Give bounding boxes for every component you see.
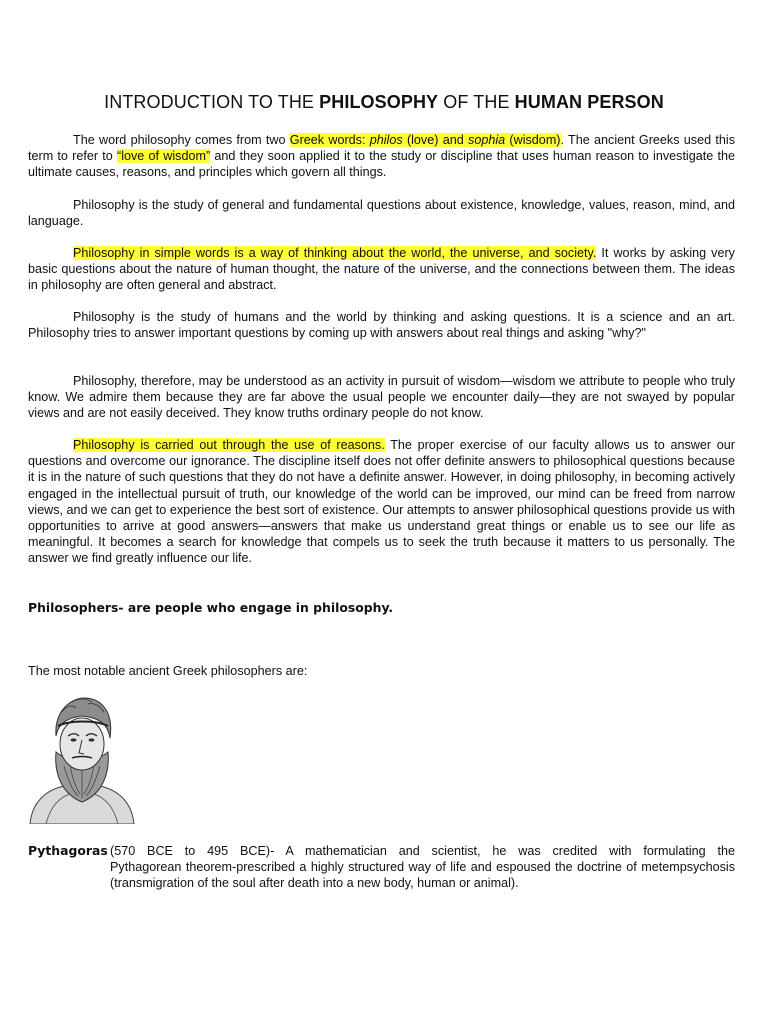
paragraph-science-art: Philosophy is the study of humans and the world by thinking and asking questions. It is a science and an art. Philosophy tries to answer important questions by coming up with answers about real things and asking "why?" bbox=[28, 310, 735, 341]
pythagoras-name: Pythagoras bbox=[28, 843, 108, 858]
text: The word philosophy comes from two bbox=[73, 133, 290, 147]
text: and they soon applied it to the study or discipline that uses human reason to investigate the ultimate causes, reasons, and principles which govern all things. bbox=[28, 149, 735, 180]
title-part-2: PHILOSOPHY bbox=[319, 92, 439, 112]
title-part-1: INTRODUCTION TO THE bbox=[104, 92, 320, 112]
title-part-3: OF THE bbox=[438, 92, 515, 112]
highlight: Philosophy is carried out through the use of reasons. bbox=[73, 438, 385, 452]
pythagoras-description: Pythagorean theorem-prescribed a highly structured way of life and espoused the doctrine of metempsychosis (transmigration of the soul after death into a new body, human or animal). bbox=[110, 860, 735, 891]
pythagoras-portrait bbox=[26, 690, 138, 824]
text: It works by asking very basic questions about the nature of human thought, the nature of the universe, and the connections between them. The ideas in philosophy are often general and abstract. bbox=[28, 246, 735, 293]
highlight: Philosophy in simple words is a way of thinking about the world, the universe, and society. bbox=[73, 246, 597, 260]
highlight: “love of wisdom” bbox=[117, 149, 211, 164]
highlight: Greek words: bbox=[289, 133, 370, 147]
document-title bbox=[0, 92, 768, 113]
paragraph-wisdom: Philosophy, therefore, may be understood as an activity in pursuit of wisdom—wisdom we attribute to people who truly know. We admire them because they are far above the usual people we encounter daily—they are not swayed by popular views and are not easily deceived. They know truths ordinary people do not know. bbox=[28, 374, 735, 421]
highlight: philos bbox=[369, 133, 403, 147]
paragraph-simple-words bbox=[28, 245, 735, 294]
definition-term: Philosophers bbox=[28, 600, 119, 615]
philosophers-definition bbox=[28, 600, 393, 615]
paragraph-etymology bbox=[28, 132, 735, 181]
pythagoras-entry bbox=[28, 843, 735, 892]
pythagoras-first-line bbox=[28, 843, 735, 859]
highlight: (love) and bbox=[402, 133, 469, 147]
highlight: sophia bbox=[468, 133, 506, 147]
paragraph-reasons bbox=[28, 437, 735, 567]
notable-philosophers-intro: The most notable ancient Greek philosophers are: bbox=[28, 664, 308, 678]
text: The proper exercise of our faculty allows us to answer our questions and overcome our ignorance. The discipline itself does not offer definite answers to philosophical questions because it is in the nature of such questions that they do not have a definite answer. However, in doing philosophy, in becoming actively engaged in the intellectual pursuit of truth, our knowledge of the world can be improved, our mind can be freed from narrow views, and we can get to experience the best sort of existence. Our attempts to answer philosophical questions provide us with opportunities to arrive at good answers—answers that make us understand great things or enable us to see our life as meaningful. It becomes a search for knowledge that compels us to seek the truth because it matters to us personally. The answer we find greatly influence our life. bbox=[28, 438, 735, 566]
text: . The ancient Greeks used this term to refer to bbox=[28, 133, 735, 164]
title-part-4: HUMAN PERSON bbox=[514, 92, 664, 112]
highlight: (wisdom) bbox=[505, 133, 561, 147]
pythagoras-dates: (570 BCE to 495 BCE)- A mathematician and scientist, he was credited with formulating the bbox=[110, 844, 735, 858]
paragraph-study: Philosophy is the study of general and fundamental questions about existence, knowledge, values, reason, mind, and language. bbox=[28, 198, 735, 229]
definition-text: - are people who engage in philosophy. bbox=[118, 600, 394, 615]
